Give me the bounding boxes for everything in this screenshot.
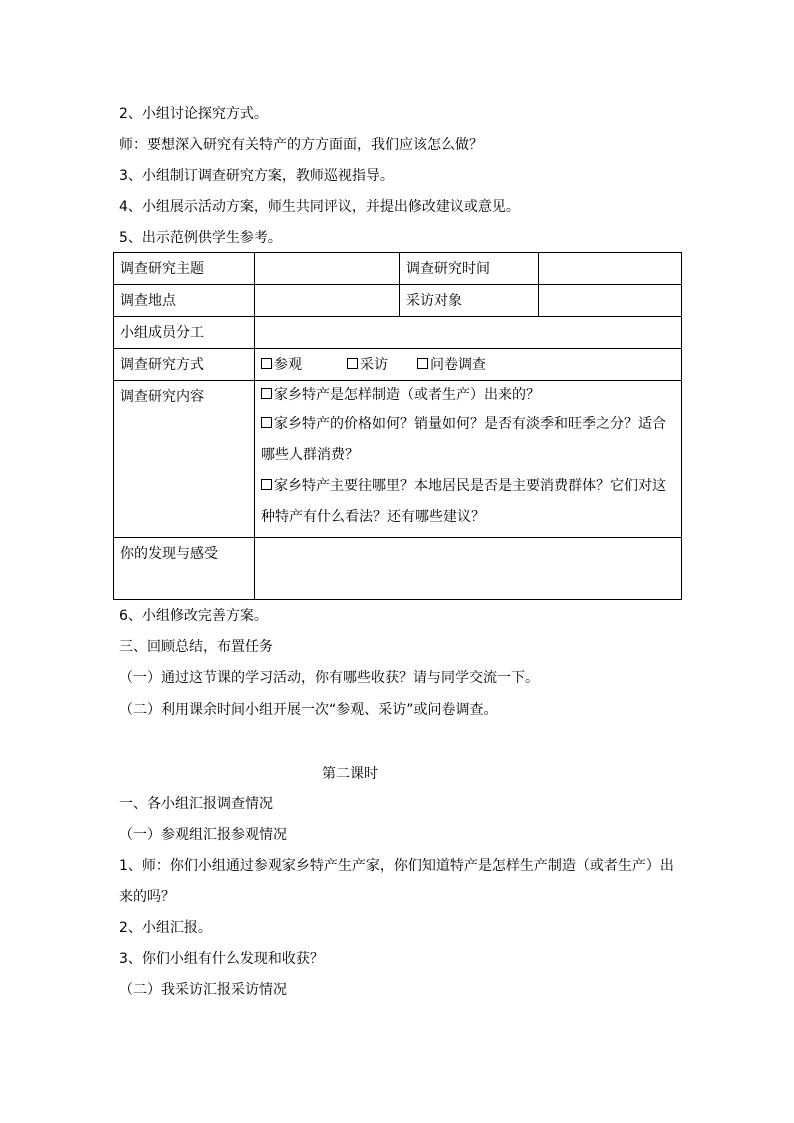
method-option-questionnaire: 问卷调查 xyxy=(417,355,486,375)
place-value-cell xyxy=(255,285,400,317)
topic-label-cell: 调查研究主题 xyxy=(114,253,255,285)
step-4-text: 4、小组展示活动方案，师生共同评议，并提出修改建议或意见。 xyxy=(119,199,520,215)
step-5-text: 5、出示范例供学生参考。 xyxy=(119,230,282,246)
findings-label-cell: 你的发现与感受 xyxy=(114,538,255,600)
interviewee-value-cell xyxy=(539,285,682,317)
checkbox-icon xyxy=(261,358,272,369)
content-item-2: 家乡特产的价格如何？销量如何？是否有淡季和旺季之分？适合 xyxy=(261,409,675,440)
checkbox-icon xyxy=(261,479,272,490)
lesson-2-title: 第二课时 xyxy=(322,766,378,782)
question-1-line-1: 1、师：你们小组通过参观家乡特产生产家，你们知道特产是怎样生产制造（或者生产）出 xyxy=(119,858,674,874)
checkbox-icon xyxy=(417,358,428,369)
interviewee-label-cell: 采访对象 xyxy=(400,285,539,317)
question-1-line-2: 来的吗？ xyxy=(119,889,175,905)
checkbox-icon xyxy=(261,388,272,399)
step-2-text: 2、小组讨论探究方式。 xyxy=(119,106,268,122)
time-label-cell: 调查研究时间 xyxy=(400,253,539,285)
teacher-question-text: 师：要想深入研究有关特产的方方面面，我们应该怎么做？ xyxy=(119,137,483,153)
step-3-text: 3、小组制订调查研究方案，教师巡视指导。 xyxy=(119,168,394,184)
method-option-interview: 采访 xyxy=(347,355,417,375)
method-options-cell xyxy=(255,349,682,381)
content-item-3: 家乡特产主要往哪里？本地居民是否是主要消费群体？它们对这 xyxy=(261,471,675,502)
division-label-cell: 小组成员分工 xyxy=(114,317,255,349)
topic-value-cell xyxy=(255,253,400,285)
section-1-heading: 一、各小组汇报调查情况 xyxy=(119,796,273,812)
content-list-cell xyxy=(255,381,682,538)
question-2-text: 2、小组汇报。 xyxy=(119,920,212,936)
division-value-cell xyxy=(255,317,682,349)
checkbox-icon xyxy=(261,417,272,428)
section-3-heading: 三、回顾总结，布置任务 xyxy=(119,639,273,655)
content-item-2-continued: 哪些人群消费？ xyxy=(261,447,359,463)
place-label-cell: 调查地点 xyxy=(114,285,255,317)
checkbox-icon xyxy=(347,358,358,369)
subsection-1-heading: （一）参观组汇报参观情况 xyxy=(119,827,287,843)
content-label-cell: 调查研究内容 xyxy=(114,381,255,538)
time-value-cell xyxy=(539,253,682,285)
research-plan-table xyxy=(113,252,682,600)
task-item-2: （二）利用课余时间小组开展一次“参观、采访”或问卷调查。 xyxy=(119,702,498,718)
step-6-text: 6、小组修改完善方案。 xyxy=(119,608,268,624)
subsection-2-heading: （二）我采访汇报采访情况 xyxy=(119,982,287,998)
findings-value-cell xyxy=(255,538,682,600)
method-label-cell: 调查研究方式 xyxy=(114,349,255,381)
method-option-visit: 参观 xyxy=(261,355,347,375)
question-3-text: 3、你们小组有什么发现和收获？ xyxy=(119,951,324,967)
content-item-3-continued: 种特产有什么看法？还有哪些建议？ xyxy=(261,509,485,525)
task-item-1: （一）通过这节课的学习活动，你有哪些收获？请与同学交流一下。 xyxy=(119,670,539,686)
content-item-1: 家乡特产是怎样制造（或者生产）出来的？ xyxy=(261,381,675,409)
